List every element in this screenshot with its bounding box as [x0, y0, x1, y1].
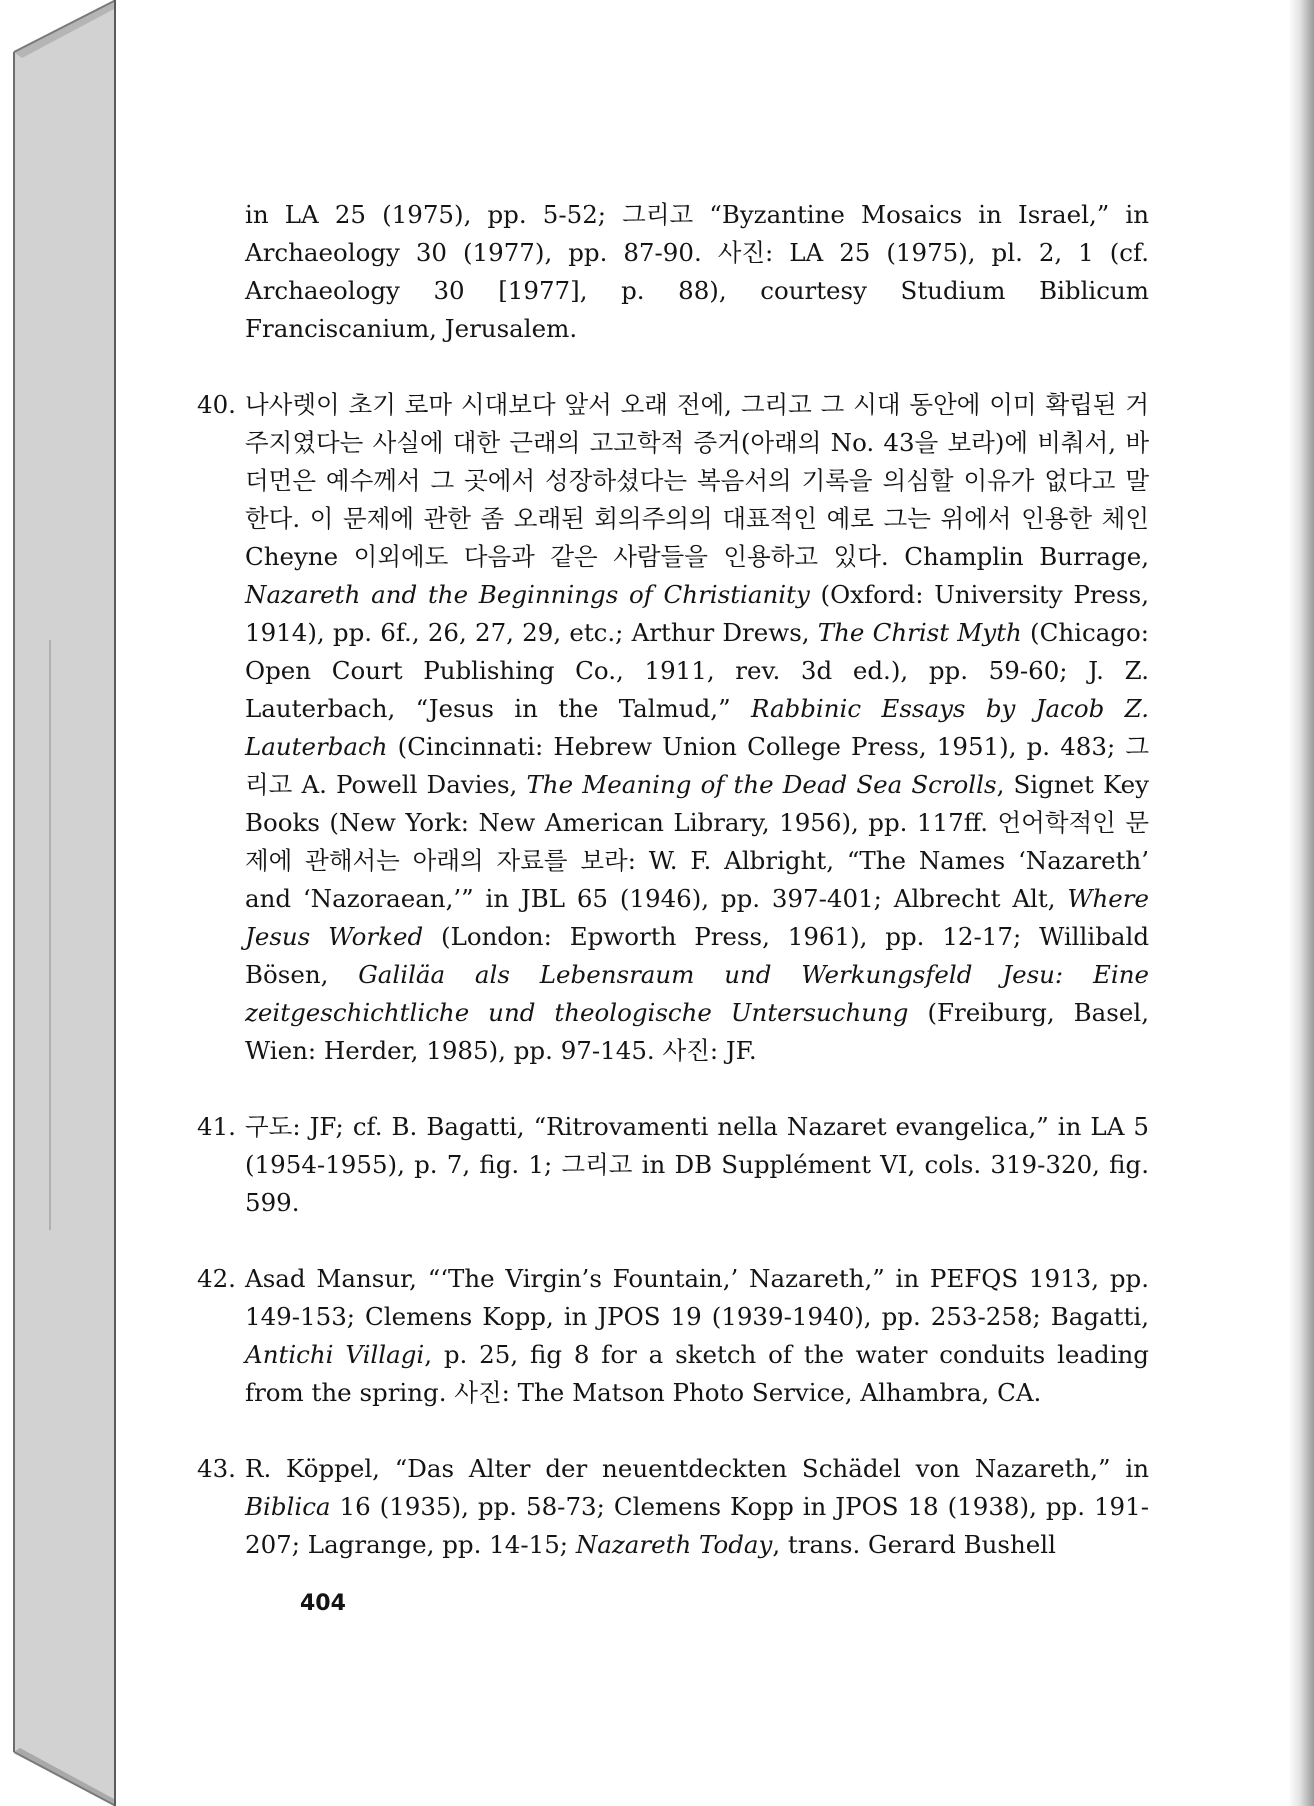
note-gap [205, 1222, 1149, 1260]
italic-title: Galiläa als Lebensraum und Werkungsfeld Jesu: Eine zeitgeschichtliche und theologische Untersuchung [245, 960, 1149, 1027]
note-text: , trans. Gerard Bushell [772, 1530, 1056, 1559]
italic-title: Nazareth Today [575, 1530, 773, 1559]
endnote-number: 41. [197, 1112, 236, 1141]
note-text: R. Köppel, “Das Alter der neuentdeckten Schädel von Nazareth,” in [245, 1454, 1149, 1483]
note-text: 나사렛이 초기 로마 시대보다 앞서 오래 전에, 그리고 그 시대 동안에 이미 확립된 거주지였다는 사실에 대한 근래의 고고학적 증거(아래의 No. 43을 보라)에 비춰서, 바더먼은 예수께서 그 곳에서 성장하셨다는 복음서의 기록을 의심할 이유가 없다고 말한다. 이 문제에 관한 좀 오래된 회의주의의 대표적인 예로 그는 위에서 인용한 체인 Cheyne 이외에도 다음과 같은 사람들을 인용하고 있다. Champlin Burrage, [245, 390, 1149, 571]
note-text: (London: Epworth Press, 1961), pp. 12-17; Willibald Bösen, [245, 922, 1150, 989]
note-text: 구도: JF; cf. B. Bagatti, “Ritrovamenti nella Nazaret evangelica,” in LA 5 (1954-1955), p. 7, fig. 1; 그리고 in DB Supplément VI, cols. 319-320, fig. 599. [245, 1112, 1149, 1217]
page-edge-shadow [1288, 0, 1314, 1806]
note-text: Asad Mansur, “‘The Virgin’s Fountain,’ Nazareth,” in PEFQS 1913, pp. 149-153; Clemens Kopp, in JPOS 19 (1939-1940), pp. 253-258; Bagatti, [245, 1264, 1149, 1331]
endnote-43 [197, 1450, 1149, 1564]
endnote-40 [197, 386, 1150, 1070]
note-text: , p. 25, fig 8 for a sketch of the water conduits leading from the spring. 사진: The Matson Photo Service, Alhambra, CA. [245, 1340, 1149, 1407]
note-gap [205, 1412, 1149, 1450]
endnotes [197, 196, 1150, 1564]
italic-title: Rabbinic Essays by Jacob Z. Lauterbach [245, 694, 1149, 761]
note-text: in LA 25 (1975), pp. 5-52; 그리고 “Byzantine Mosaics in Israel,” in Archaeology 30 (1977), pp. 87-90. 사진: LA 25 (1975), pl. 2, 1 (cf. Archaeology 30 [1977], p. 88), courtesy Studium Biblicum Franciscanium, Jerusalem. [245, 200, 1149, 343]
endnote-42 [197, 1260, 1149, 1412]
note-text: 16 (1935), pp. 58-73; Clemens Kopp in JPOS 18 (1938), pp. 191-207; Lagrange, pp. 14-15; [245, 1492, 1149, 1559]
page-number: 404 [300, 1591, 346, 1616]
endnote-number: 42. [197, 1264, 236, 1293]
italic-title: Nazareth and the Beginnings of Christianity [245, 580, 810, 609]
endnote-continuation [205, 196, 1149, 348]
endnote-41 [197, 1108, 1149, 1222]
endnote-number: 40. [197, 390, 236, 419]
endnote-number: 43. [197, 1454, 236, 1483]
italic-title: Antichi Villagi [245, 1340, 425, 1369]
italic-title: Biblica [245, 1492, 331, 1521]
note-gap [205, 348, 1149, 386]
note-text: (Chicago: Open Court Publishing Co., 1911, rev. 3d ed.), pp. 59-60; J. Z. Lauterbach, “Jesus in the Talmud,” [245, 618, 1149, 723]
italic-title: The Meaning of the Dead Sea Scrolls [526, 770, 997, 799]
note-text: , Signet Key Books (New York: New American Library, 1956), pp. 117ff. 언어학적인 문제에 관해서는 아래의 자료를 보라: W. F. Albright, “The Names ‘Nazareth’ and ‘Nazoraean,’” in JBL 65 (1946), pp. 397-401; Albrecht Alt, [245, 770, 1150, 913]
note-gap [205, 1070, 1149, 1108]
book-spine [0, 0, 118, 1806]
italic-title: The Christ Myth [817, 618, 1022, 647]
note-text: (Cincinnati: Hebrew Union College Press, 1951), p. 483; 그리고 A. Powell Davies, [245, 732, 1149, 799]
italic-title: Where Jesus Worked [245, 884, 1149, 951]
note-text: (Oxford: University Press, 1914), pp. 6f., 26, 27, 29, etc.; Arthur Drews, [245, 580, 1149, 647]
note-text: (Freiburg, Basel, Wien: Herder, 1985), pp. 97-145. 사진: JF. [245, 998, 1149, 1065]
